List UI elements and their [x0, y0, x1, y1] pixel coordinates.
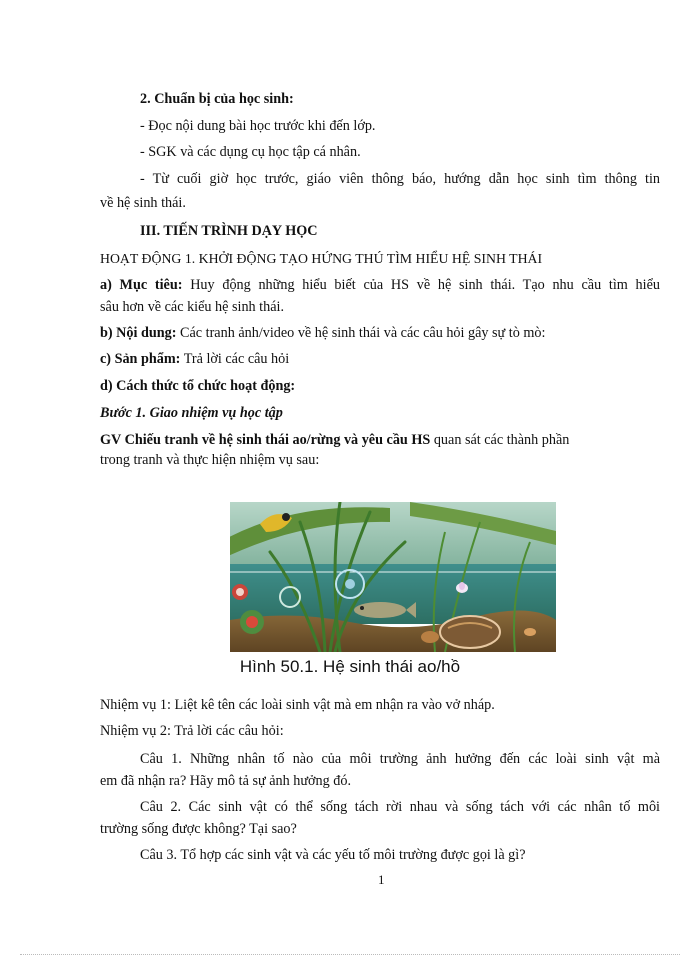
prep-item-2: - SGK và các dụng cụ học tập cá nhân. [140, 144, 361, 160]
section-3-heading: III. TIẾN TRÌNH DẠY HỌC [140, 223, 318, 239]
question-2-line2: trường sống được không? Tại sao? [100, 821, 297, 837]
question-2-line1: Câu 2. Các sinh vật có thể sống tách rời nhau và sống tách với các nhân tố môi [140, 799, 660, 815]
method-label: d) Cách thức tổ chức hoạt động: [100, 378, 296, 394]
step-1-heading: Bước 1. Giao nhiệm vụ học tập [100, 405, 283, 421]
task-1: Nhiệm vụ 1: Liệt kê tên các loài sinh vật mà em nhận ra vào vở nháp. [100, 697, 495, 713]
objective-line1 [100, 276, 660, 294]
prep-item-3-line1: - Từ cuối giờ học trước, giáo viên thông báo, hướng dẫn học sinh tìm thông tin [140, 171, 660, 187]
task-2: Nhiệm vụ 2: Trả lời các câu hỏi: [100, 723, 284, 739]
content-label: b) Nội dung: [100, 325, 177, 341]
content-line [100, 324, 545, 342]
gv-instruction-bold: GV Chiếu tranh về hệ sinh thái ao/rừng và yêu cầu HS [100, 432, 431, 448]
gv-instruction-rest: quan sát các thành phần [430, 432, 570, 448]
pond-ecosystem-illustration [230, 502, 556, 652]
content-text: Các tranh ảnh/video về hệ sinh thái và các câu hỏi gây sự tò mò: [176, 325, 546, 341]
gv-instruction-line1 [100, 431, 569, 449]
objective-label: a) Mục tiêu: [100, 277, 183, 293]
prep-item-3-line2: về hệ sinh thái. [100, 195, 186, 211]
product-line [100, 350, 289, 368]
page-number: 1 [378, 872, 385, 887]
activity-title: HOẠT ĐỘNG 1. KHỞI ĐỘNG TẠO HỨNG THÚ TÌM HIỂU HỆ SINH THÁI [100, 251, 543, 266]
page-bottom-divider [20, 954, 680, 955]
question-1-line2: em đã nhận ra? Hãy mô tả sự ảnh hưởng đó. [100, 773, 351, 789]
prep-item-1: - Đọc nội dung bài học trước khi đến lớp. [140, 118, 376, 134]
section-2-heading: 2. Chuẩn bị của học sinh: [140, 91, 294, 107]
figure-caption: Hình 50.1. Hệ sinh thái ao/hồ [239, 657, 461, 676]
product-text: Trả lời các câu hỏi [180, 351, 290, 367]
objective-line2: sâu hơn về các kiểu hệ sinh thái. [100, 299, 285, 315]
question-3: Câu 3. Tổ hợp các sinh vật và các yếu tố môi trường được gọi là gì? [140, 847, 526, 863]
gv-instruction-line2: trong tranh và thực hiện nhiệm vụ sau: [100, 452, 320, 468]
product-label: c) Sản phẩm: [100, 351, 181, 367]
objective-text: Huy động những hiểu biết của HS về hệ sinh thái. Tạo nhu cầu tìm hiểu [182, 277, 660, 293]
question-1-line1: Câu 1. Những nhân tố nào của môi trường ảnh hưởng đến các loài sinh vật mà [140, 751, 660, 767]
